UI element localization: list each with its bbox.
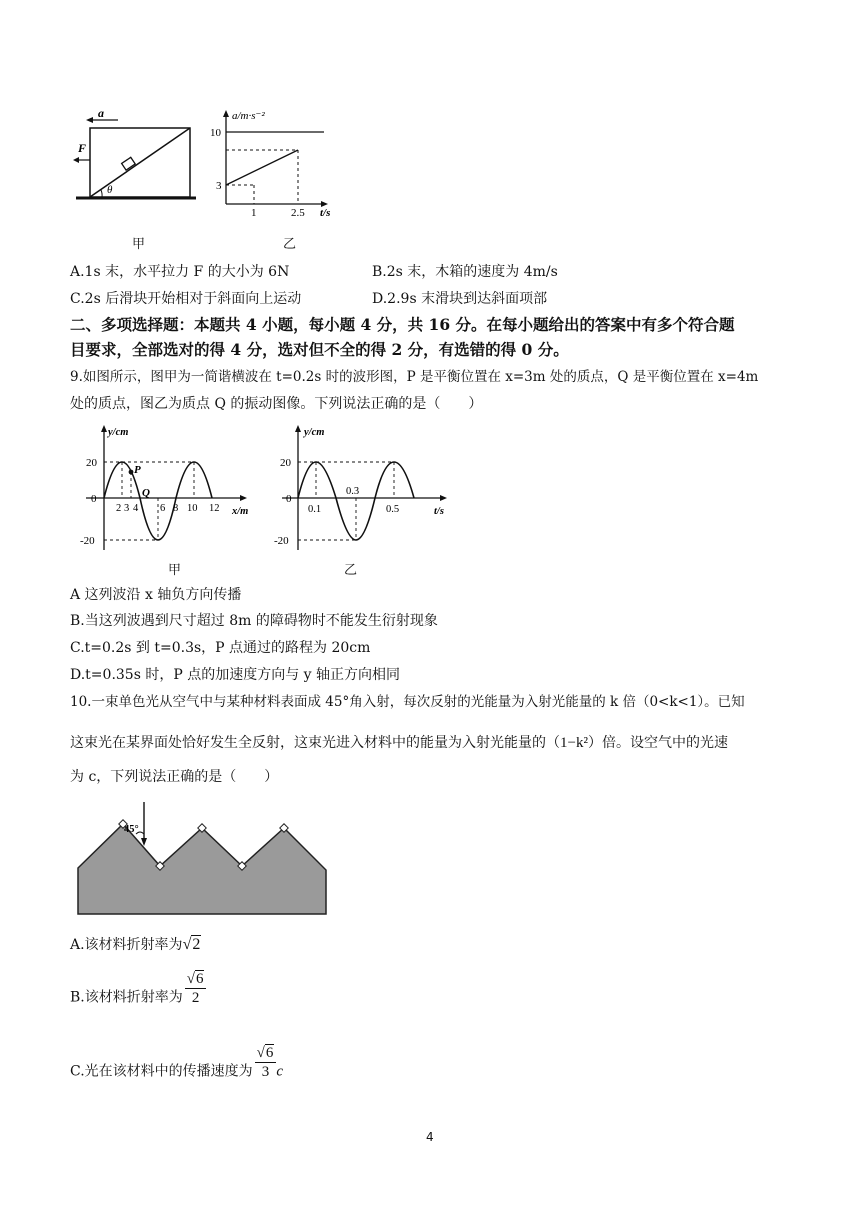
- fig9-jia-neg20: -20: [80, 535, 95, 547]
- fig9-jia-xlabel: x/m: [232, 506, 249, 517]
- fig9-jia-tick-12: 12: [209, 503, 220, 514]
- q10-option-a-radicand: 2: [192, 936, 201, 953]
- q9-option-a: A 这列波沿 x 轴负方向传播: [70, 587, 242, 603]
- q10-stem-line2: [70, 734, 728, 752]
- fig8-tick-x-2.5: 2.5: [291, 207, 305, 218]
- q10-option-b-numerator: 6: [195, 971, 204, 987]
- fig8-yi-caption: 乙: [283, 237, 297, 252]
- q10-option-c: [70, 1045, 284, 1081]
- q10-option-c-numerator: 6: [265, 1045, 274, 1061]
- fig8-jia-diagram: [70, 108, 200, 204]
- q10-material-diagram: [76, 800, 332, 918]
- section2-heading-line1: 二、多项选择题：本题共 4 小题，每小题 4 分，共 16 分。在每小题给出的答案中有多个符合题: [70, 315, 735, 334]
- fig8-tick-x-1: 1: [251, 207, 257, 218]
- q10-option-a-text: A.该材料折射率为: [70, 937, 183, 953]
- fig8-tick-y-10: 10: [210, 127, 221, 139]
- fig8-theta-label: θ: [107, 184, 113, 196]
- fig9-jia-Q: Q: [142, 487, 150, 499]
- q10-option-b-text: B.该材料折射率为: [70, 989, 183, 1006]
- q8-option-b: B.2s 末，木箱的速度为 4m/s: [372, 264, 558, 280]
- q10-stem-line2b: ）倍。设空气中的光速: [587, 735, 728, 751]
- fig8-jia-caption: 甲: [132, 237, 146, 252]
- q10-stem-line1: 10.一束单色光从空气中与某种材料表面成 45°角入射，每次反射的光能量为入射光能量的 k 倍（0<k<1）。已知: [70, 694, 745, 710]
- q10-stem-line3: 为 c，下列说法正确的是（ ）: [70, 769, 279, 785]
- fig9-yi-20: 20: [280, 457, 291, 469]
- fig9-yi-ylabel: y/cm: [304, 427, 325, 438]
- fig8-yaxis-label: a/m·s⁻²: [232, 110, 265, 122]
- q10-option-b-fraction: $\frac{√6}{2}$: [185, 970, 207, 1007]
- fig9-jia-caption: 甲: [168, 563, 182, 578]
- q10-option-a: [70, 936, 201, 954]
- fig9-jia-tick-4: 4: [133, 503, 139, 514]
- fig9-yi-tlabel: t/s: [434, 506, 444, 517]
- fig9-yi-tick-0.1: 0.1: [308, 504, 322, 515]
- fig9-jia-tick-2: 2: [116, 503, 122, 514]
- q9-stem-line2: 处的质点，图乙为质点 Q 的振动图像。下列说法正确的是（ ）: [70, 396, 483, 412]
- page-number: 4: [426, 1130, 434, 1144]
- fig9-jia-ylabel: y/cm: [108, 427, 129, 438]
- q8-option-a: A.1s 末，水平拉力 F 的大小为 6N: [70, 264, 290, 280]
- fig9-jia-P: P: [134, 464, 141, 476]
- fig9-yi-neg20: -20: [274, 535, 289, 547]
- q10-option-c-denominator: 3: [261, 1064, 270, 1080]
- q10-option-a-sqrt: √2: [182, 936, 201, 953]
- q9-option-c: C.t=0.2s 到 t=0.3s，P 点通过的路程为 20cm: [70, 640, 371, 656]
- fig9-jia-wave-graph: [72, 420, 262, 560]
- q8-option-d: D.2.9s 末滑块到达斜面项部: [372, 291, 548, 307]
- q9-option-d: D.t=0.35s 时，P 点的加速度方向与 y 轴正方向相同: [70, 667, 401, 683]
- q10-option-c-fraction: $\frac{√6}{3}$: [255, 1044, 277, 1081]
- fig9-jia-zero: 0: [91, 493, 97, 505]
- q10-option-c-suffix: c: [276, 1063, 284, 1080]
- fig9-jia-tick-6: 6: [160, 503, 166, 514]
- fig9-jia-tick-8: 8: [173, 503, 179, 514]
- fig8-tick-y-3: 3: [216, 180, 222, 192]
- section2-heading-line2: 目要求，全部选对的得 4 分，选对但不全的得 2 分，有选错的得 0 分。: [70, 340, 569, 359]
- q9-stem-line1: 9.如图所示，图甲为一简谐横波在 t=0.2s 时的波形图，P 是平衡位置在 x=3m 处的质点，Q 是平衡位置在 x=4m: [70, 369, 759, 385]
- fig8-F-label: F: [78, 141, 87, 155]
- fig8-a-label: a: [98, 108, 104, 120]
- q10-energy-expression: 1−k²: [560, 735, 588, 751]
- q10-stem-line2a: 这束光在某界面处恰好发生全反射，这束光进入材料中的能量为入射光能量的（: [70, 735, 560, 751]
- fig9-jia-tick-3: 3: [124, 503, 130, 514]
- q10-angle-label: 45°: [124, 824, 139, 835]
- q9-option-b: B.当这列波遇到尺寸超过 8m 的障碍物时不能发生衍射现象: [70, 613, 438, 629]
- fig9-yi-tick-0.5: 0.5: [386, 504, 400, 515]
- fig8-taxis-label: t/s: [320, 207, 331, 218]
- fig9-yi-caption: 乙: [344, 563, 358, 578]
- fig9-yi-tick-0.3: 0.3: [346, 486, 360, 497]
- fig9-jia-20: 20: [86, 457, 97, 469]
- q10-option-b: [70, 971, 206, 1007]
- fig9-yi-zero: 0: [286, 493, 292, 505]
- fig8-yi-graph: [206, 104, 342, 218]
- fig9-jia-tick-10: 10: [187, 503, 198, 514]
- q10-option-c-text: C.光在该材料中的传播速度为: [70, 1063, 253, 1080]
- q10-option-b-denominator: 2: [191, 990, 200, 1006]
- q8-option-c: C.2s 后滑块开始相对于斜面向上运动: [70, 291, 302, 307]
- fig9-yi-vibration-graph: [270, 420, 466, 560]
